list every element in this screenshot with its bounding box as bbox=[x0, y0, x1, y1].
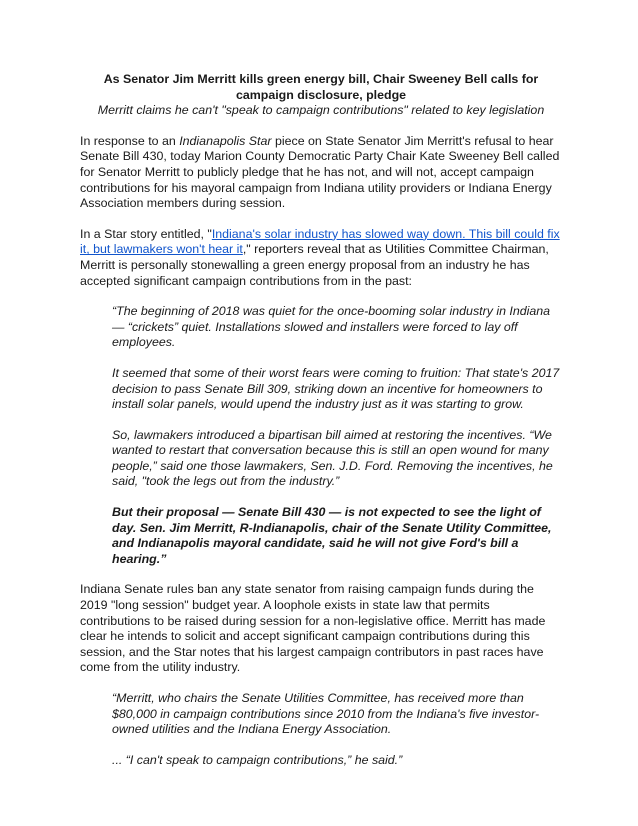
paragraph-intro bbox=[80, 134, 562, 212]
publication-name: Indianapolis Star bbox=[179, 133, 272, 148]
article-link[interactable]: Indiana's solar industry has slowed way down. This bill could fix it, but lawmakers won't hear it bbox=[80, 226, 560, 257]
document-page bbox=[80, 72, 562, 783]
page-subtitle: Merritt claims he can't "speak to campaign contributions" related to key legislation bbox=[97, 103, 545, 118]
quote-fears: It seemed that some of their worst fears were coming to fruition: That state's 2017 decision to pass Senate Bill 309, striking down an incentive for homeowners to install solar panels, would upend the industry just as it was starting to grow. bbox=[112, 365, 560, 412]
intro-lead: In response to an bbox=[80, 133, 180, 148]
quote-bipartisan: So, lawmakers introduced a bipartisan bill aimed at restoring the incentives. “We wanted to restart that conversation because this is still an open wound for many people,” said one those lawmakers, Sen. J.D. Ford. Removing the incentives, he said, "took the legs out from the industry.” bbox=[112, 427, 553, 489]
quote-contributions: “Merritt, who chairs the Senate Utilities Committee, has received more than $80,000 in campaign contributions since 2010 from the Indiana's five investor-owned utilities and the Indiana Energy Association. bbox=[112, 691, 540, 737]
quote-solar-quiet: “The beginning of 2018 was quiet for the once-booming solar industry in Indiana — “crickets” quiet. Installations slowed and installers were forced to lay off employees. bbox=[112, 304, 551, 350]
star-story-rest: ," reporters reveal that as Utilities Committee Chairman, Merritt is personally stonewalling a green energy proposal from an industry he has accepted significant campaign contributions from in the past: bbox=[80, 242, 549, 288]
page-title: As Senator Jim Merritt kills green energy bill, Chair Sweeney Bell calls for campaign disclosure, pledge bbox=[103, 72, 539, 102]
paragraph-senate-rules: Indiana Senate rules ban any state senator from raising campaign funds during the 2019 "long session" budget year. A loophole exists in state law that permits contributions to be raised during session for a non-legislative office. Merritt has made clear he intends to solicit and accept significant campaign contributions during this session, and the Star notes that his largest campaign contributors in past races have come from the utility industry. bbox=[80, 582, 546, 675]
quote-senate-bill-430: But their proposal — Senate Bill 430 — is not expected to see the light of day. Sen. Jim Merritt, R-Indianapolis, chair of the Senate Utility Committee, and Indianapolis mayoral candidate, said he will not give Ford's bill a hearing.” bbox=[112, 505, 552, 566]
paragraph-star-story bbox=[80, 227, 562, 289]
star-story-lead: In a Star story entitled, " bbox=[80, 226, 212, 241]
quote-cant-speak: ... “I can't speak to campaign contributions,” he said.” bbox=[112, 752, 403, 767]
intro-rest: piece on State Senator Jim Merritt's refusal to hear Senate Bill 430, today Marion County Democratic Party Chair Kate Sweeney Bell called for Senator Merritt to publicly pledge that he has not, and will not, accept campaign contributions for his mayoral campaign from Indiana utility providers or Indiana Energy Association members during session. bbox=[80, 133, 560, 211]
